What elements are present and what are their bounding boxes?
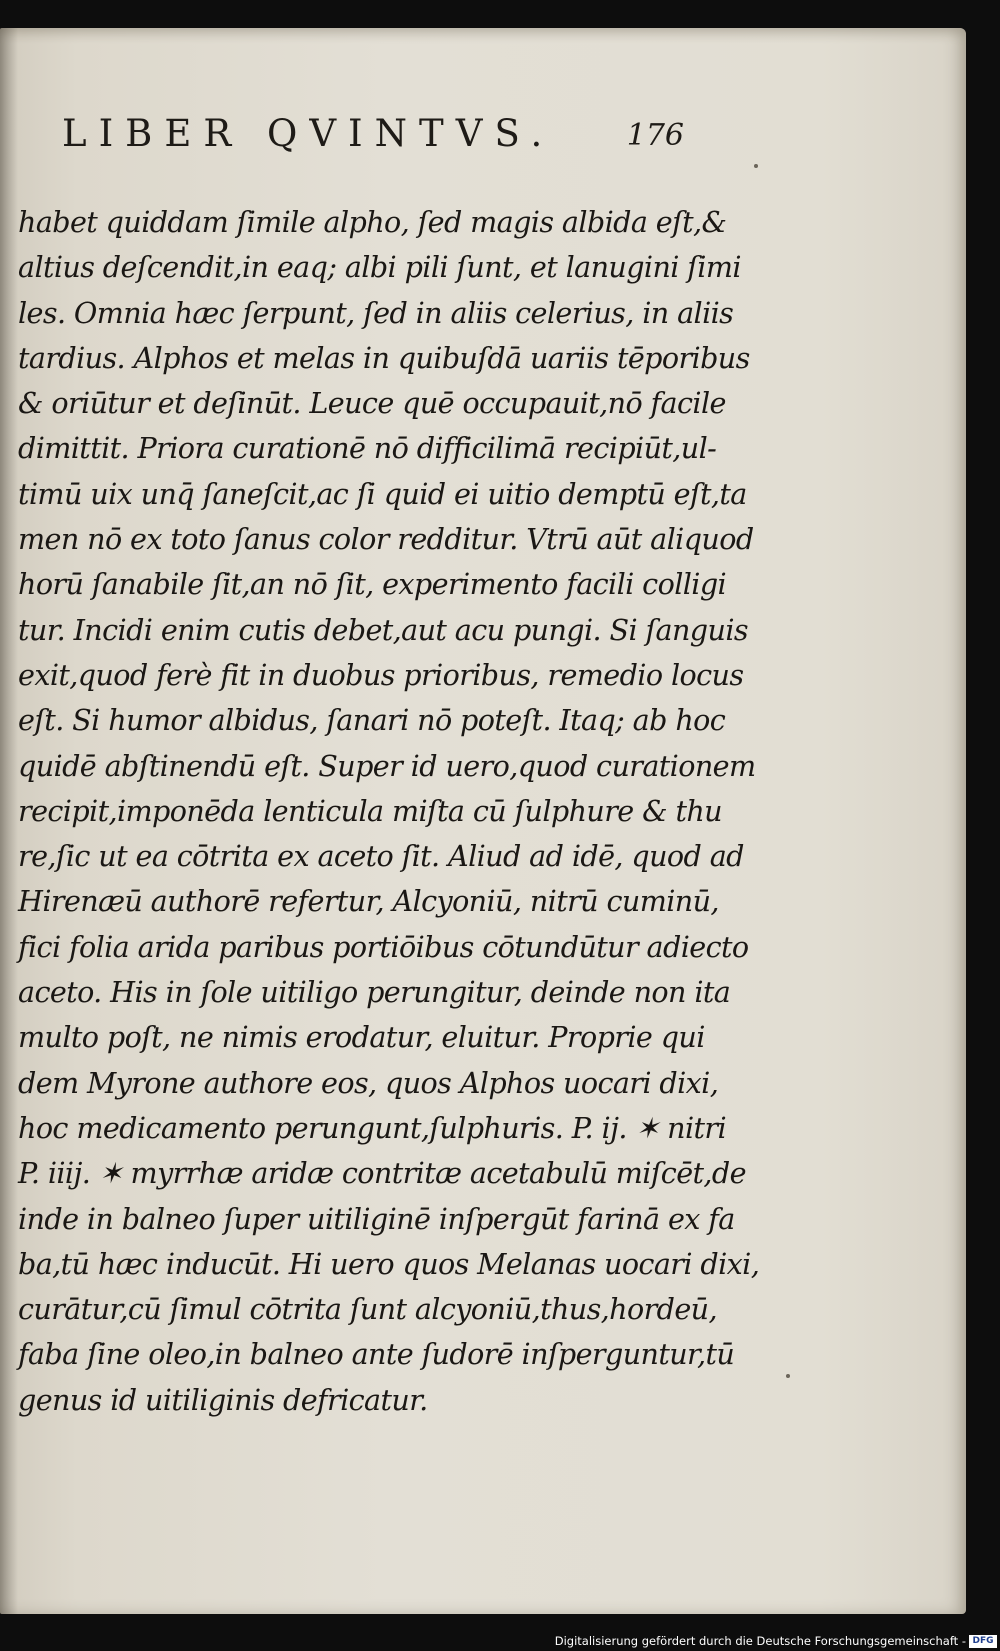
text-line: tardius. Alphos et melas in quibuſdā uariis tēporibus bbox=[18, 340, 750, 375]
text-line: les. Omnia hæc ſerpunt, ſed in aliis celerius, in aliis bbox=[18, 295, 734, 330]
text-line: dem Myrone authore eos, quos Alphos uocari dixi, bbox=[18, 1065, 719, 1100]
text-line: quidē abſtinendū eſt. Super id uero,quod curationem bbox=[18, 748, 756, 783]
text-line: multo poſt, ne nimis erodatur, eluitur. Proprie qui bbox=[18, 1020, 705, 1055]
text-line: altius deſcendit,in eaq; albi pili ſunt, et lanugini ſimi bbox=[18, 250, 741, 285]
funding-credit: Digitalisierung gefördert durch die Deutsche Forschungsgemeinschaft - bbox=[554, 1634, 966, 1648]
text-line: genus id uitiliginis defricatur. bbox=[18, 1382, 428, 1417]
text-line: faba ſine oleo,in balneo ante ſudorē inſperguntur,tū bbox=[18, 1337, 735, 1372]
running-head: LIBER QVINTVS. bbox=[62, 112, 555, 155]
text-line: ba,tū hæc inducūt. Hi uero quos Melanas uocari dixi, bbox=[18, 1246, 760, 1281]
text-line: exit,quod ferè fit in duobus prioribus, remedio locus bbox=[18, 657, 744, 692]
text-line: eſt. Si humor albidus, ſanari nō poteſt. Itaq; ab hoc bbox=[18, 703, 726, 738]
text-line: inde in balneo ſuper uitiliginē inſpergūt farinā ex fa bbox=[18, 1201, 735, 1236]
paper-speck bbox=[754, 164, 758, 168]
text-line: horū ſanabile ſit,an nō ſit, experimento facili colligi bbox=[18, 567, 727, 602]
text-line: tur. Incidi enim cutis debet,aut acu pungi. Si ſanguis bbox=[18, 612, 748, 647]
text-line: habet quiddam ſimile alpho, ſed magis albida eſt,& bbox=[18, 205, 727, 239]
text-line: recipit,imponēda lenticula miſta cū ſulphure & thu bbox=[18, 793, 722, 828]
dfg-logo: DFG bbox=[969, 1635, 997, 1648]
text-line: P. iiij. ✶ myrrhæ aridæ contritæ acetabulū miſcēt,de bbox=[18, 1156, 746, 1191]
text-line: re,ſic ut ea cōtrita ex aceto ſit. Aliud ad idē, quod ad bbox=[18, 839, 744, 874]
body-text bbox=[18, 200, 760, 1423]
text-line: men nō ex toto ſanus color redditur. Vtrū aūt aliquod bbox=[18, 522, 754, 557]
text-line: hoc medicamento perungunt,ſulphuris. P. ij. ✶ nitri bbox=[18, 1110, 727, 1145]
text-line: dimittit. Priora curationē nō difficilimā recipiūt,ul- bbox=[18, 431, 717, 466]
text-line: curātur,cū ſimul cōtrita ſunt alcyoniū,thus,hordeū, bbox=[18, 1292, 717, 1327]
paper-speck bbox=[786, 1374, 790, 1378]
text-line: timū uix unq̄ ſaneſcit,ac ſi quid ei uitio demptū eſt,ta bbox=[18, 476, 747, 511]
footer-bar bbox=[0, 1633, 1000, 1651]
text-line: aceto. His in ſole uitiligo perungitur, deinde non ita bbox=[18, 975, 731, 1010]
text-line: fici folia arida paribus portiōibus cōtundūtur adiecto bbox=[18, 929, 749, 964]
text-line: Hirenæū authorē refertur, Alcyoniū, nitrū cuminū, bbox=[18, 884, 719, 919]
page-number: 176 bbox=[626, 118, 684, 153]
book-page bbox=[0, 28, 966, 1614]
text-line: & oriūtur et deſinūt. Leuce quē occupauit,nō facile bbox=[18, 386, 726, 421]
page-header bbox=[62, 112, 682, 162]
